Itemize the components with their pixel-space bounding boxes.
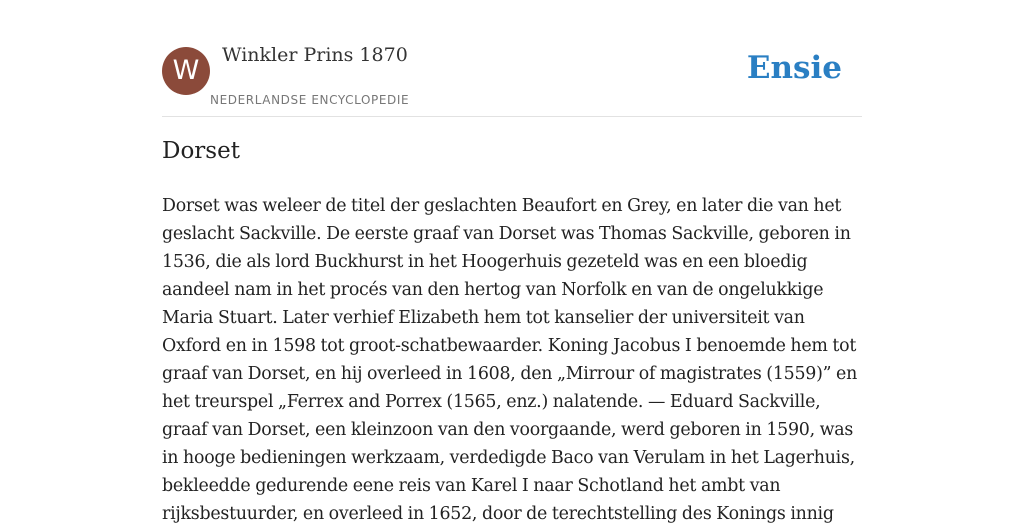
source-header [162, 0, 862, 117]
source-title[interactable]: Winkler Prins 1870 [222, 44, 408, 66]
avatar[interactable]: W [162, 47, 210, 95]
entry-body: Dorset was weleer de titel der geslachten Beaufort en Grey, en later die van het geslacht Sackville. De eerste graaf van Dorset was Thomas Sackville, geboren in 1536, die als lord Buckhurst in het Hoogerhuis gezeteld was en een bloedig aandeel nam in het procés van den hertog van Norfolk en van de ongelukkige Maria Stuart. Later verhief Elizabeth hem tot kanselier der universiteit van Oxford en in 1598 tot groot-schatbewaarder. Koning Jacobus I benoemde hem tot graaf van Dorset, en hij overleed in 1608, den „Mirrour of magistrates (1559)” en het treurspel „Ferrex and Porrex (1565, enz.) nalatende. — Eduard Sackville, graaf van Dorset, een kleinzoon van den voorgaande, werd geboren in 1590, was in hooge bedieningen werkzaam, verdedigde Baco van Verulam in het Lagerhuis, bekleedde gedurende eene reis van Karel I naar Schotland het ambt van rijksbestuurder, en overleed in 1652, door de terechtstelling des Konings innig [162, 196, 858, 524]
source-subtitle: NEDERLANDSE ENCYCLOPEDIE [210, 93, 410, 107]
entry-title: Dorset [162, 138, 240, 164]
brand-logo-link[interactable]: Ensie [746, 50, 842, 86]
